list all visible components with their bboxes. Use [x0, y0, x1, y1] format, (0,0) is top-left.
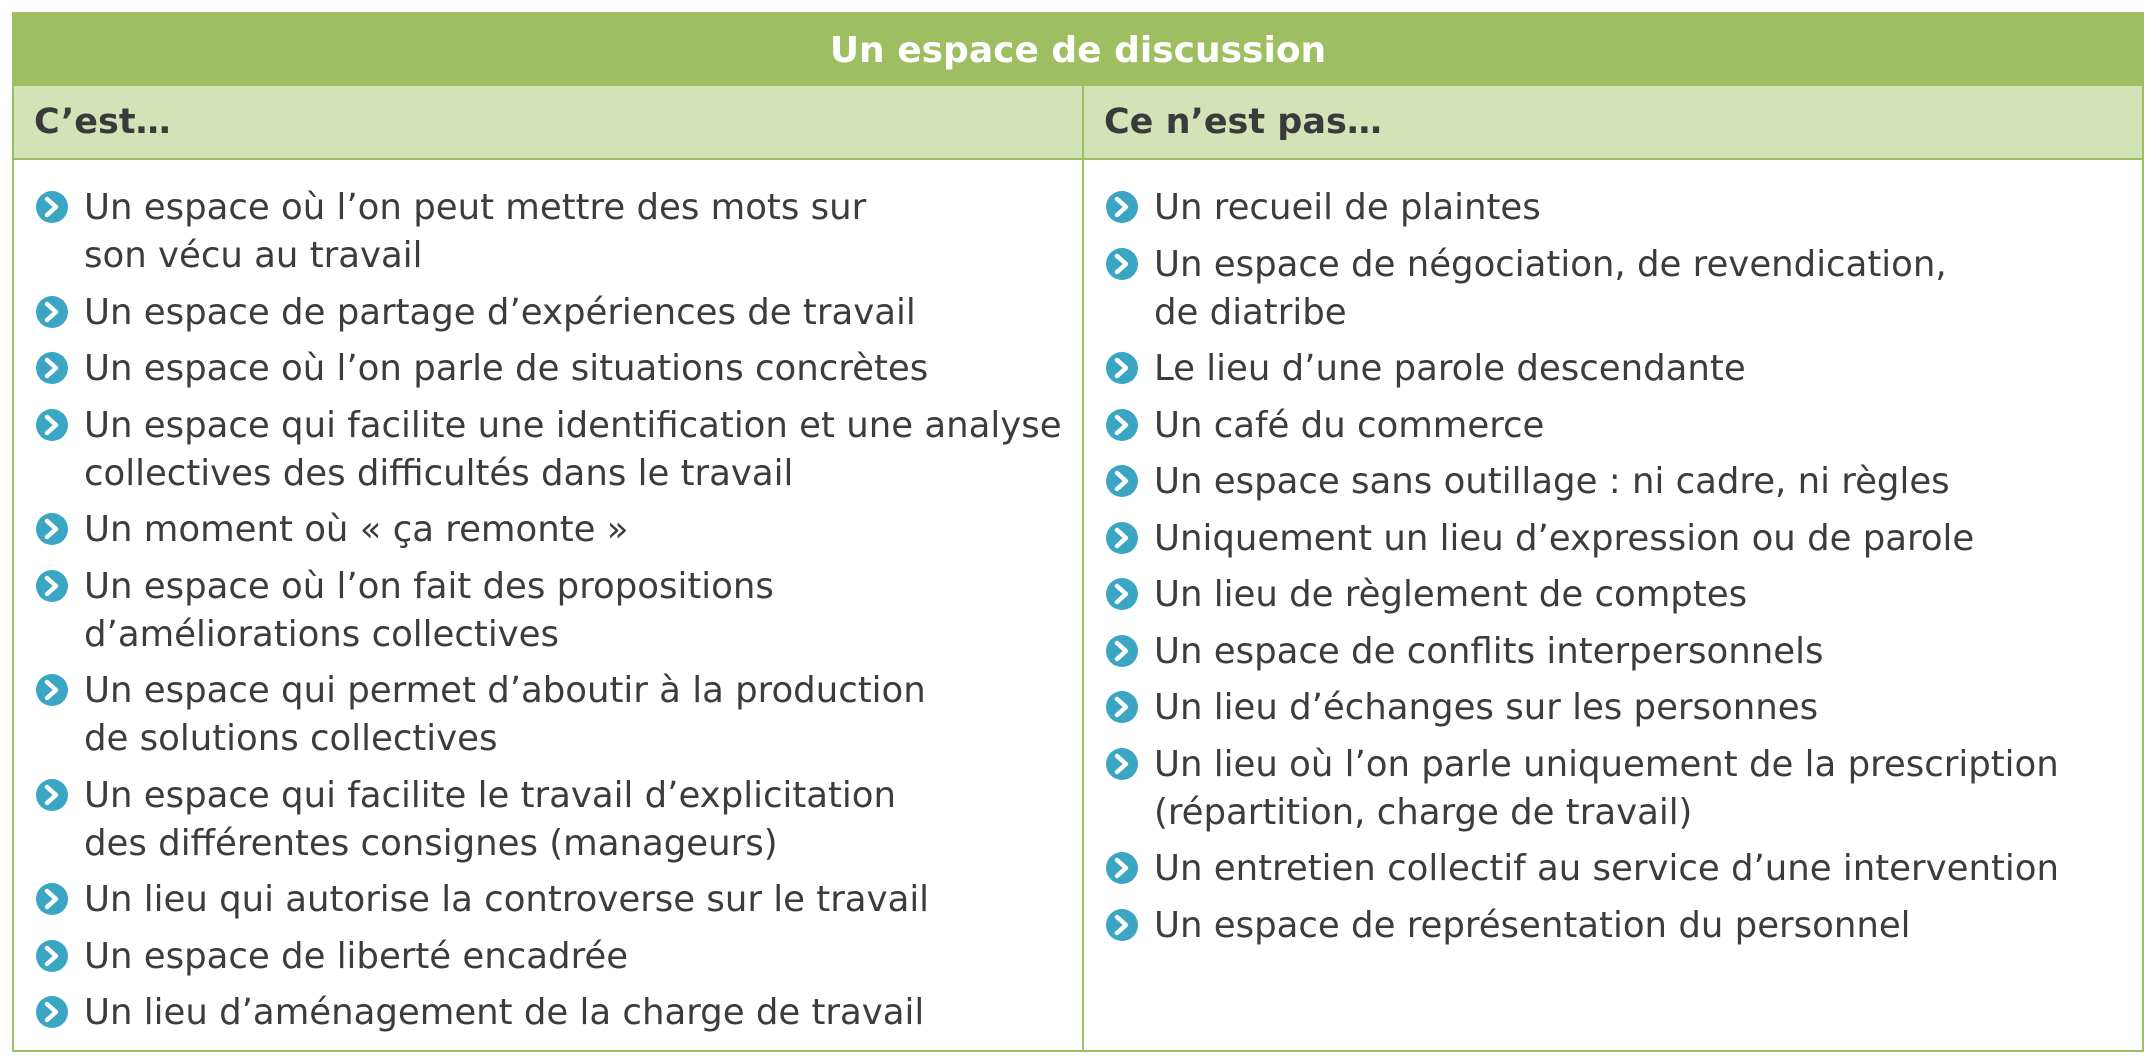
is-not-item — [1102, 515, 2137, 563]
chevron-right-circle-icon — [36, 674, 68, 706]
chevron-right-circle-icon — [36, 296, 68, 328]
is-not-item-text: Un entretien collectif au service d’une intervention — [1154, 848, 2059, 889]
is-item — [32, 506, 1077, 554]
is-list — [32, 184, 1077, 1046]
is-not-item-text: Un espace sans outillage : ni cadre, ni règles — [1154, 461, 1950, 502]
chevron-right-circle-icon — [1106, 522, 1138, 554]
is-item-text: son vécu au travail — [84, 235, 423, 276]
chevron-right-circle-icon — [1106, 691, 1138, 723]
is-not-list — [1102, 184, 2137, 958]
chevron-right-circle-icon — [36, 996, 68, 1028]
is-item — [32, 933, 1077, 981]
is-not-item — [1102, 741, 2137, 837]
table-title: Un espace de discussion — [14, 14, 2142, 86]
is-not-item — [1102, 845, 2137, 893]
is-not-item-text: Uniquement un lieu d’expression ou de parole — [1154, 517, 1975, 559]
chevron-right-circle-icon — [36, 779, 68, 811]
is-item-text: Un moment où « ça remonte » — [84, 509, 629, 550]
is-item — [32, 989, 1077, 1037]
is-item — [32, 184, 1077, 280]
is-item-text: Un espace où l’on peut mettre des mots sur — [84, 187, 867, 228]
is-not-item-text: Le lieu d’une parole descendante — [1154, 348, 1746, 389]
is-item-text: Un espace où l’on fait des propositions — [84, 565, 774, 607]
is-not-item-text: Un recueil de plaintes — [1154, 187, 1541, 228]
is-item-text: Un espace de partage d’expériences de travail — [84, 291, 916, 333]
is-not-item — [1102, 458, 2137, 506]
column-header-is-not: Ce n’est pas… — [1104, 102, 1382, 142]
is-item — [32, 289, 1077, 337]
is-item-text: de solutions collectives — [84, 718, 498, 759]
chevron-right-circle-icon — [36, 570, 68, 602]
chevron-right-circle-icon — [1106, 352, 1138, 384]
is-not-item-text: de diatribe — [1154, 291, 1347, 333]
is-not-item-text: (répartition, charge de travail) — [1154, 791, 1693, 833]
chevron-right-circle-icon — [36, 352, 68, 384]
chevron-right-circle-icon — [36, 191, 68, 223]
is-not-item-text: Un café du commerce — [1154, 404, 1545, 446]
is-item-text: des différentes consignes (manageurs) — [84, 822, 778, 864]
is-not-item — [1102, 402, 2137, 450]
is-not-item — [1102, 571, 2137, 619]
is-item — [32, 667, 1077, 763]
column-divider — [1082, 86, 1084, 1050]
chevron-right-circle-icon — [36, 409, 68, 441]
is-item-text: Un espace de liberté encadrée — [84, 935, 629, 977]
is-item — [32, 402, 1077, 498]
is-item — [32, 876, 1077, 924]
is-item-text: Un lieu d’aménagement de la charge de travail — [84, 992, 925, 1033]
discussion-table — [12, 12, 2144, 1052]
is-item-text: Un espace qui facilite le travail d’explicitation — [84, 774, 897, 816]
is-item-text: Un espace qui permet d’aboutir à la production — [84, 670, 926, 711]
is-not-item-text: Un espace de représentation du personnel — [1154, 904, 1911, 946]
is-item — [32, 345, 1077, 393]
chevron-right-circle-icon — [1106, 635, 1138, 667]
is-not-item-text: Un lieu d’échanges sur les personnes — [1154, 687, 1819, 728]
chevron-right-circle-icon — [1106, 465, 1138, 497]
is-not-item-text: Un espace de conflits interpersonnels — [1154, 630, 1824, 672]
is-not-item-text: Un lieu de règlement de comptes — [1154, 574, 1748, 615]
is-not-item — [1102, 345, 2137, 393]
is-item-text: Un lieu qui autorise la controverse sur le travail — [84, 879, 930, 920]
chevron-right-circle-icon — [36, 513, 68, 545]
chevron-right-circle-icon — [1106, 852, 1138, 884]
chevron-right-circle-icon — [1106, 578, 1138, 610]
chevron-right-circle-icon — [36, 883, 68, 915]
is-item-text: Un espace qui facilite une identification et une analyse — [84, 404, 1062, 446]
is-not-item-text: Un espace de négociation, de revendication, — [1154, 243, 1947, 285]
is-item-text: collectives des difficultés dans le travail — [84, 452, 794, 494]
chevron-right-circle-icon — [1106, 248, 1138, 280]
chevron-right-circle-icon — [1106, 191, 1138, 223]
chevron-right-circle-icon — [36, 940, 68, 972]
chevron-right-circle-icon — [1106, 909, 1138, 941]
is-item — [32, 563, 1077, 659]
is-item — [32, 772, 1077, 868]
is-not-item — [1102, 902, 2137, 950]
chevron-right-circle-icon — [1106, 409, 1138, 441]
column-header-is: C’est… — [34, 102, 171, 142]
is-item-text: d’améliorations collectives — [84, 613, 560, 655]
column-header-row — [14, 86, 2142, 160]
is-not-item — [1102, 241, 2137, 337]
is-item-text: Un espace où l’on parle de situations concrètes — [84, 348, 929, 389]
is-not-item — [1102, 184, 2137, 232]
is-not-item — [1102, 628, 2137, 676]
chevron-right-circle-icon — [1106, 748, 1138, 780]
is-not-item-text: Un lieu où l’on parle uniquement de la prescription — [1154, 743, 2059, 785]
is-not-item — [1102, 684, 2137, 732]
